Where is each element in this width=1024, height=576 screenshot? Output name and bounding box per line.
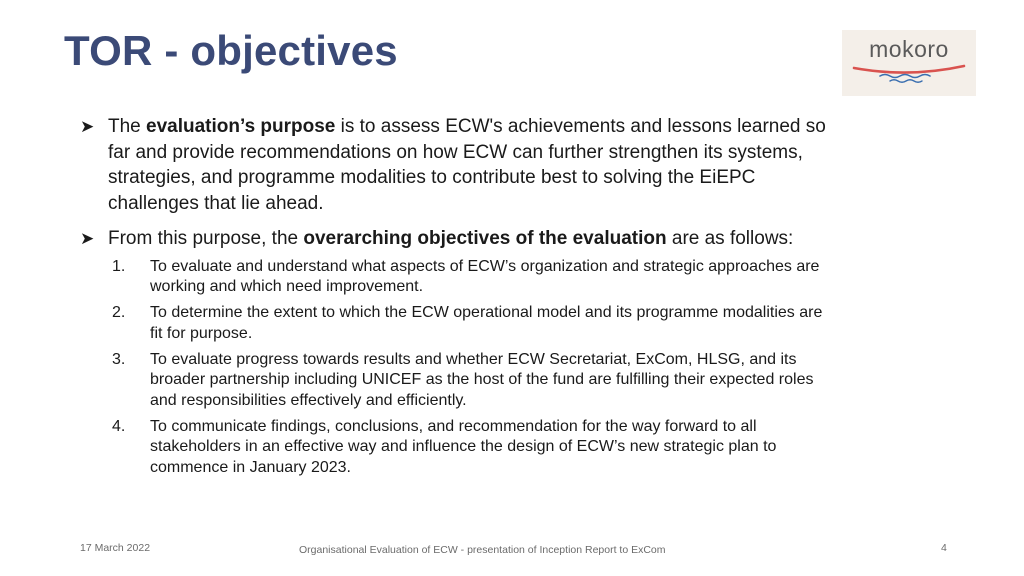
list-number: 4. [112, 417, 126, 435]
list-item [108, 257, 830, 298]
wave-icon [850, 63, 968, 89]
bullet-prefix: From this purpose, the [108, 228, 304, 249]
footer-title: Organisational Evaluation of ECW - presentation of Inception Report to ExCom [299, 544, 666, 556]
objectives-list [108, 257, 830, 479]
bullet-overarching-objectives [80, 226, 840, 252]
bullet-suffix: is to assess ECW's achievements and lessons learned so far and provide recommendations on how ECW can further strengthen its systems, strategies, and programme modalities to contribute best to solving the EiEPC challenges that lie ahead. [108, 116, 826, 214]
bullet-bold: overarching objectives of the evaluation [303, 228, 667, 249]
list-text: To evaluate progress towards results and whether ECW Secretariat, ExCom, HLSG, and its broader partnership including UNICEF as the host of the fund are fulfilling their expected roles and responsibilities effectively and efficiently. [150, 350, 814, 409]
list-number: 3. [112, 350, 126, 368]
slide-title: TOR - objectives [64, 27, 398, 74]
bullet-suffix: are as follows: [666, 228, 794, 249]
list-text: To communicate findings, conclusions, and recommendation for the way forward to all stakeholders in an effective way and influence the design of ECW’s new strategic plan to commence in January 2023. [150, 417, 777, 476]
logo-text: mokoro [869, 36, 949, 62]
mokoro-logo [842, 30, 976, 96]
list-number: 2. [112, 304, 126, 321]
list-text: To evaluate and understand what aspects of ECW’s organization and strategic approaches are working and which need improvement. [150, 257, 820, 295]
arrow-bullet-icon: ➤ [80, 229, 95, 248]
list-text: To determine the extent to which the ECW operational model and its programme modalities are fit for purpose. [150, 304, 823, 342]
list-item [108, 417, 830, 479]
bullet-bold: evaluation’s purpose [146, 116, 336, 137]
arrow-bullet-icon: ➤ [80, 117, 95, 136]
bullet-prefix: The [108, 116, 147, 137]
page-number: 4 [941, 542, 947, 554]
slide-content [80, 114, 840, 484]
bullet-evaluation-purpose [80, 114, 840, 216]
footer-date: 17 March 2022 [80, 542, 151, 554]
list-item [108, 350, 830, 412]
list-item [108, 303, 830, 344]
list-number: 1. [112, 257, 126, 275]
